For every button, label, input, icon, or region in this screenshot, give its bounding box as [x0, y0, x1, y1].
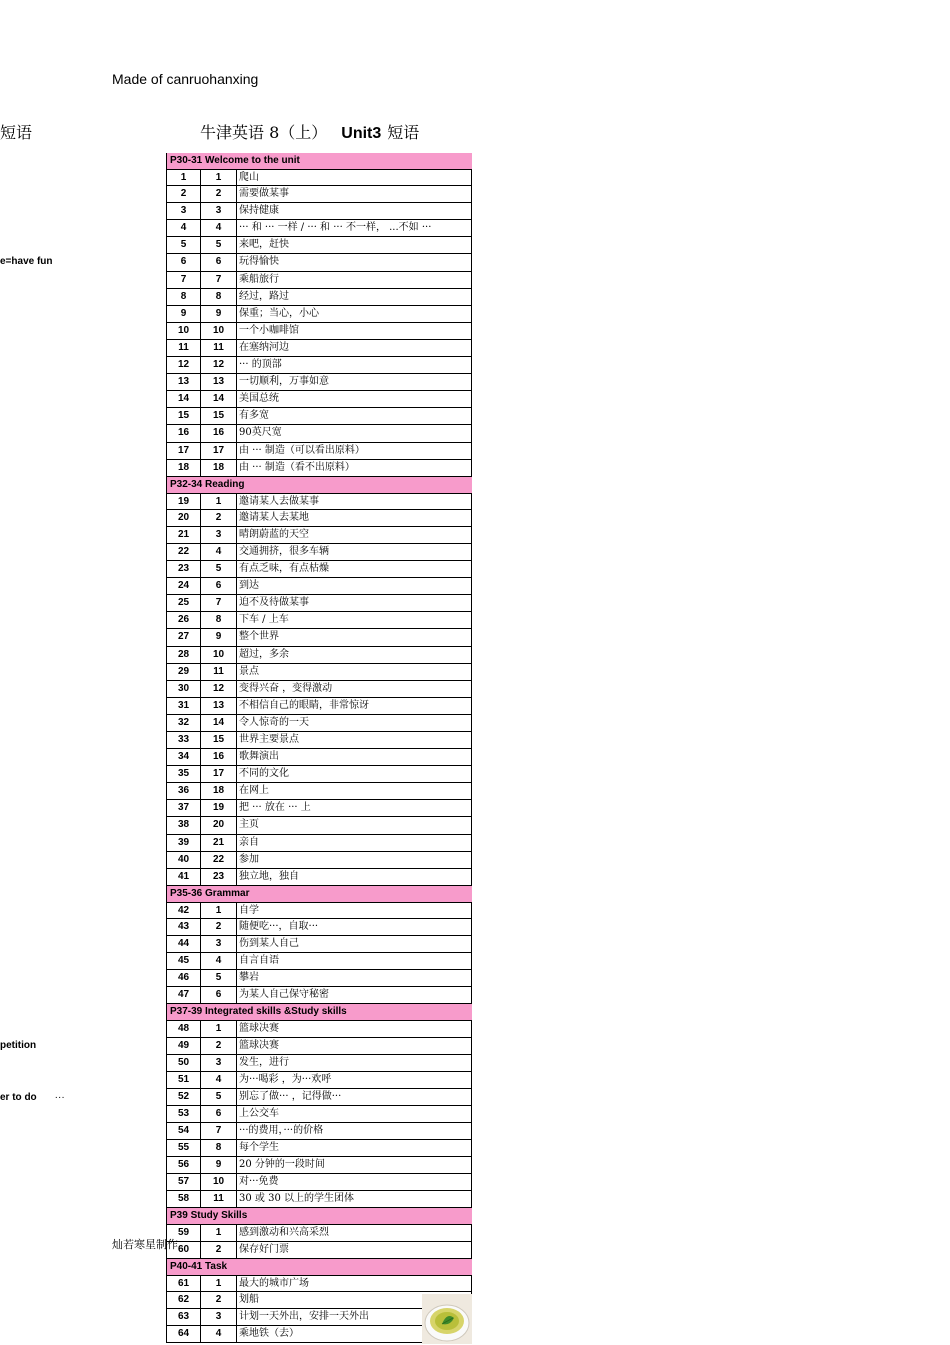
- row-number: 6: [167, 254, 201, 270]
- section-header: P37-39 Integrated skills &Study skills: [166, 1004, 472, 1020]
- phrase-text: 令人惊奇的一天: [239, 716, 309, 728]
- section-number: 6: [201, 987, 237, 1003]
- phrase-text: 由 ··· 制造（看不出原料）: [239, 461, 355, 473]
- row-number: 63: [167, 1309, 201, 1325]
- side-note: [0, 1092, 65, 1103]
- table-row: [166, 612, 472, 629]
- table-row: [166, 1055, 472, 1072]
- section-number: 13: [201, 698, 237, 714]
- row-number: 29: [167, 664, 201, 680]
- section-number: 3: [201, 936, 237, 952]
- section-number: 11: [201, 340, 237, 356]
- row-number: 62: [167, 1292, 201, 1308]
- section-number: 5: [201, 237, 237, 253]
- table-row: [166, 408, 472, 425]
- row-number: 2: [167, 186, 201, 202]
- phrase-text: 一切顺利，万事如意: [239, 376, 329, 388]
- phrase-text: 经过，路过: [239, 290, 289, 302]
- row-number: 27: [167, 629, 201, 645]
- phrase-text: 别忘了做··· ，记得做···: [239, 1090, 342, 1102]
- phrase-text: 世界主要景点: [239, 734, 299, 745]
- section-number: 3: [201, 1055, 237, 1071]
- section-number: 1: [201, 1276, 237, 1291]
- section-number: 4: [201, 953, 237, 969]
- table-row: [166, 169, 472, 186]
- section-number: 22: [201, 852, 237, 868]
- section-number: 10: [201, 323, 237, 339]
- table-row: [166, 1157, 472, 1174]
- phrase-text: 在网上: [239, 785, 269, 797]
- section-number: 1: [201, 170, 237, 185]
- phrase-text: 歌舞演出: [239, 751, 279, 763]
- table-row: [166, 732, 472, 749]
- row-number: 51: [167, 1072, 201, 1088]
- section-number: 2: [201, 1292, 237, 1308]
- phrase-text: 最大的城市广场: [239, 1277, 309, 1289]
- section-number: 8: [201, 1140, 237, 1156]
- section-number: 1: [201, 1225, 237, 1240]
- phrase-text: 对···免费: [239, 1176, 279, 1188]
- table-row: [166, 1191, 472, 1208]
- row-number: 46: [167, 970, 201, 986]
- phrase-text: 邀请某人去做某事: [239, 495, 319, 507]
- phrase-text: 为某人自己保守秘密: [239, 989, 329, 1001]
- table-row: [166, 460, 472, 477]
- section-header: P39 Study Skills: [166, 1208, 472, 1224]
- section-number: 8: [201, 289, 237, 305]
- section-number: 12: [201, 681, 237, 697]
- row-number: 64: [167, 1326, 201, 1342]
- table-row: [166, 1089, 472, 1106]
- table-row: [166, 1242, 472, 1259]
- table-row: [166, 323, 472, 340]
- section-number: 18: [201, 783, 237, 799]
- row-number: 58: [167, 1191, 201, 1207]
- row-number: 38: [167, 817, 201, 833]
- row-number: 55: [167, 1140, 201, 1156]
- phrase-text: 需要做某事: [239, 188, 289, 200]
- section-number: 23: [201, 869, 237, 885]
- phrase-text: 随便吃···，自取···: [239, 920, 319, 932]
- row-number: 25: [167, 595, 201, 611]
- phrase-text: 到达: [239, 580, 259, 592]
- row-number: 1: [167, 170, 201, 185]
- section-number: 10: [201, 647, 237, 663]
- table-row: [166, 1140, 472, 1157]
- phrase-text: 保重；当心，小心: [239, 307, 319, 319]
- section-number: 3: [201, 203, 237, 219]
- table-row: [166, 374, 472, 391]
- table-row: [166, 1106, 472, 1123]
- phrase-text: 攀岩: [239, 972, 259, 984]
- phrase-text: 上公交车: [239, 1107, 279, 1119]
- section-number: 7: [201, 595, 237, 611]
- section-number: 2: [201, 1242, 237, 1258]
- section-number: 4: [201, 1072, 237, 1088]
- section-number: 14: [201, 715, 237, 731]
- phrase-text: 变得兴奋 ，变得激动: [239, 682, 333, 694]
- row-number: 3: [167, 203, 201, 219]
- table-row: [166, 664, 472, 681]
- title-unit: Unit3: [341, 125, 382, 142]
- section-number: 9: [201, 306, 237, 322]
- phrase-text: 篮球决赛: [239, 1023, 279, 1035]
- phrase-text: 90英尺宽: [239, 427, 282, 439]
- section-number: 6: [201, 254, 237, 270]
- row-number: 31: [167, 698, 201, 714]
- row-number: 61: [167, 1276, 201, 1291]
- phrase-text: 亲自: [239, 836, 259, 848]
- phrase-text: 划船: [239, 1293, 259, 1305]
- row-number: 19: [167, 494, 201, 509]
- row-number: 26: [167, 612, 201, 628]
- phrase-text: 30 或 30 以上的学生团体: [239, 1193, 354, 1205]
- table-row: [166, 186, 472, 203]
- table-row: [166, 902, 472, 919]
- phrase-text: 参加: [239, 853, 259, 865]
- section-header: P32-34 Reading: [166, 477, 472, 493]
- phrase-text: ··· 和 ··· 一样 / ··· 和 ··· 不一样， ...不如 ···: [239, 222, 432, 234]
- phrase-text: 交通拥挤，很多车辆: [239, 545, 329, 557]
- table-row: [166, 647, 472, 664]
- section-number: 3: [201, 527, 237, 543]
- section-number: 18: [201, 460, 237, 476]
- section-number: 2: [201, 186, 237, 202]
- row-number: 49: [167, 1038, 201, 1054]
- row-number: 14: [167, 391, 201, 407]
- table-row: [166, 629, 472, 646]
- row-number: 57: [167, 1174, 201, 1190]
- phrase-text: 乘地铁（去）: [239, 1327, 299, 1339]
- section-number: 5: [201, 561, 237, 577]
- table-row: [166, 1038, 472, 1055]
- table-row: [166, 936, 472, 953]
- table-row: [166, 835, 472, 852]
- table-row: [166, 391, 472, 408]
- table-row: [166, 970, 472, 987]
- phrase-table: [166, 153, 472, 1343]
- row-number: 44: [167, 936, 201, 952]
- phrase-text: 玩得愉快: [239, 256, 279, 268]
- phrase-text: 发生，进行: [239, 1056, 289, 1068]
- table-row: [166, 220, 472, 237]
- section-header: P40-41 Task: [166, 1259, 472, 1275]
- section-number: 20: [201, 817, 237, 833]
- row-number: 37: [167, 800, 201, 816]
- phrase-text: 独立地，独自: [239, 870, 299, 882]
- row-number: 52: [167, 1089, 201, 1105]
- section-number: 16: [201, 425, 237, 441]
- section-number: 12: [201, 357, 237, 373]
- table-row: [166, 817, 472, 834]
- table-row: [166, 869, 472, 886]
- row-number: 30: [167, 681, 201, 697]
- section-number: 11: [201, 664, 237, 680]
- section-number: 6: [201, 1106, 237, 1122]
- section-number: 4: [201, 1326, 237, 1342]
- made-of-label: Made of canruohanxing: [112, 71, 259, 87]
- phrase-text: 不相信自己的眼睛，非常惊讶: [239, 699, 369, 711]
- phrase-text: 为···喝彩 ，为···欢呼: [239, 1073, 332, 1085]
- table-row: [166, 306, 472, 323]
- row-number: 41: [167, 869, 201, 885]
- section-number: 7: [201, 1123, 237, 1139]
- row-number: 59: [167, 1225, 201, 1240]
- title-cn: 牛津英语 8（上）: [200, 123, 328, 142]
- section-number: 15: [201, 408, 237, 424]
- row-number: 23: [167, 561, 201, 577]
- table-row: [166, 578, 472, 595]
- row-number: 17: [167, 443, 201, 459]
- row-number: 13: [167, 374, 201, 390]
- row-number: 7: [167, 272, 201, 288]
- row-number: 32: [167, 715, 201, 731]
- table-row: [166, 953, 472, 970]
- table-row: [166, 1224, 472, 1241]
- row-number: 43: [167, 919, 201, 935]
- row-number: 47: [167, 987, 201, 1003]
- section-number: 14: [201, 391, 237, 407]
- table-row: [166, 1123, 472, 1140]
- table-row: [166, 783, 472, 800]
- side-note-text: er to do: [0, 1092, 37, 1103]
- row-number: 28: [167, 647, 201, 663]
- phrase-text: 自言自语: [239, 955, 279, 967]
- row-number: 8: [167, 289, 201, 305]
- table-row: [166, 1174, 472, 1191]
- section-number: 4: [201, 220, 237, 236]
- section-number: 11: [201, 1191, 237, 1207]
- row-number: 56: [167, 1157, 201, 1173]
- row-number: 20: [167, 510, 201, 526]
- phrase-text: 美国总统: [239, 393, 279, 405]
- row-number: 35: [167, 766, 201, 782]
- table-row: [166, 272, 472, 289]
- phrase-text: ··· 的顶部: [239, 359, 282, 371]
- row-number: 22: [167, 544, 201, 560]
- phrase-text: 由 ··· 制造（可以看出原料）: [239, 444, 365, 456]
- section-number: 4: [201, 544, 237, 560]
- row-number: 45: [167, 953, 201, 969]
- row-number: 15: [167, 408, 201, 424]
- row-number: 9: [167, 306, 201, 322]
- table-row: [166, 340, 472, 357]
- row-number: 18: [167, 460, 201, 476]
- table-row: [166, 1020, 472, 1037]
- section-header: P30-31 Welcome to the unit: [166, 153, 472, 169]
- section-number: 1: [201, 494, 237, 509]
- table-row: [166, 203, 472, 220]
- phrase-text: 每个学生: [239, 1142, 279, 1154]
- table-row: [166, 919, 472, 936]
- phrase-text: 保存好门票: [239, 1243, 289, 1255]
- row-number: 50: [167, 1055, 201, 1071]
- phrase-text: 景点: [239, 665, 259, 677]
- table-row: [166, 698, 472, 715]
- row-number: 53: [167, 1106, 201, 1122]
- table-row: [166, 544, 472, 561]
- row-number: 21: [167, 527, 201, 543]
- row-number: 4: [167, 220, 201, 236]
- phrase-text: 有多宽: [239, 410, 269, 422]
- table-row: [166, 1072, 472, 1089]
- section-number: 5: [201, 970, 237, 986]
- left-title: 短语: [0, 123, 33, 142]
- section-number: 13: [201, 374, 237, 390]
- table-row: [166, 493, 472, 510]
- table-row: [166, 852, 472, 869]
- table-row: [166, 357, 472, 374]
- tea-cup-image: [422, 1294, 472, 1344]
- page-title: [200, 120, 419, 143]
- phrase-text: 自学: [239, 904, 259, 916]
- phrase-text: 迫不及待做某事: [239, 597, 309, 609]
- section-number: 17: [201, 766, 237, 782]
- section-number: 5: [201, 1089, 237, 1105]
- table-row: [166, 561, 472, 578]
- phrase-text: 20 分钟的一段时间: [239, 1159, 325, 1171]
- phrase-text: 不同的文化: [239, 768, 289, 780]
- section-number: 2: [201, 1038, 237, 1054]
- side-note-dots: ···: [54, 1092, 65, 1103]
- table-row: [166, 766, 472, 783]
- table-row: [166, 443, 472, 460]
- table-row: [166, 510, 472, 527]
- section-number: 8: [201, 612, 237, 628]
- row-number: 48: [167, 1021, 201, 1036]
- row-number: 16: [167, 425, 201, 441]
- phrase-text: 主页: [239, 819, 259, 831]
- row-number: 39: [167, 835, 201, 851]
- section-number: 19: [201, 800, 237, 816]
- section-number: 9: [201, 629, 237, 645]
- section-number: 17: [201, 443, 237, 459]
- table-row: [166, 749, 472, 766]
- table-row: [166, 289, 472, 306]
- phrase-text: 计划一天外出，安排一天外出: [239, 1310, 369, 1322]
- section-number: 1: [201, 903, 237, 918]
- table-row: [166, 595, 472, 612]
- phrase-text: 下车 / 上车: [239, 614, 289, 626]
- row-number: 10: [167, 323, 201, 339]
- side-note: e=have fun: [0, 256, 53, 267]
- section-header: P35-36 Grammar: [166, 886, 472, 902]
- section-number: 7: [201, 272, 237, 288]
- phrase-text: 超过，多余: [239, 648, 289, 660]
- section-number: 16: [201, 749, 237, 765]
- section-number: 1: [201, 1021, 237, 1036]
- table-row: [166, 987, 472, 1004]
- table-row: [166, 681, 472, 698]
- section-number: 2: [201, 510, 237, 526]
- table-row: [166, 715, 472, 732]
- phrase-text: 感到激动和兴高采烈: [239, 1227, 329, 1239]
- row-number: 11: [167, 340, 201, 356]
- section-number: 6: [201, 578, 237, 594]
- section-number: 3: [201, 1309, 237, 1325]
- table-row: [166, 254, 472, 271]
- table-row: [166, 425, 472, 442]
- row-number: 34: [167, 749, 201, 765]
- side-note: petition: [0, 1040, 37, 1051]
- row-number: 42: [167, 903, 201, 918]
- table-row: [166, 1275, 472, 1292]
- phrase-text: 来吧，赶快: [239, 239, 289, 251]
- table-row: [166, 527, 472, 544]
- phrase-text: 爬山: [239, 172, 259, 183]
- phrase-text: 篮球决赛: [239, 1039, 279, 1051]
- row-number: 33: [167, 732, 201, 748]
- phrase-text: 晴朗蔚蓝的天空: [239, 528, 309, 540]
- row-number: 24: [167, 578, 201, 594]
- row-number: 54: [167, 1123, 201, 1139]
- phrase-text: 有点乏味，有点枯燥: [239, 563, 329, 575]
- phrase-text: 乘船旅行: [239, 273, 279, 285]
- phrase-text: 在塞纳河边: [239, 341, 289, 353]
- phrase-text: 保持健康: [239, 205, 279, 217]
- section-number: 2: [201, 919, 237, 935]
- row-number: 5: [167, 237, 201, 253]
- title-suffix: 短语: [387, 123, 420, 142]
- phrase-text: 伤到某人自己: [239, 938, 299, 950]
- section-number: 21: [201, 835, 237, 851]
- row-number: 60: [167, 1242, 201, 1258]
- row-number: 36: [167, 783, 201, 799]
- watermark: 灿若寒星制作: [112, 1238, 178, 1251]
- section-number: 9: [201, 1157, 237, 1173]
- row-number: 12: [167, 357, 201, 373]
- table-row: [166, 237, 472, 254]
- phrase-text: 整个世界: [239, 631, 279, 643]
- row-number: 40: [167, 852, 201, 868]
- section-number: 15: [201, 732, 237, 748]
- phrase-text: 邀请某人去某地: [239, 511, 309, 523]
- section-number: 10: [201, 1174, 237, 1190]
- phrase-text: 把 ··· 放在 ··· 上: [239, 802, 311, 814]
- table-row: [166, 800, 472, 817]
- phrase-text: 一个小咖啡馆: [239, 324, 299, 336]
- phrase-text: ···的费用，···的价格: [239, 1124, 324, 1136]
